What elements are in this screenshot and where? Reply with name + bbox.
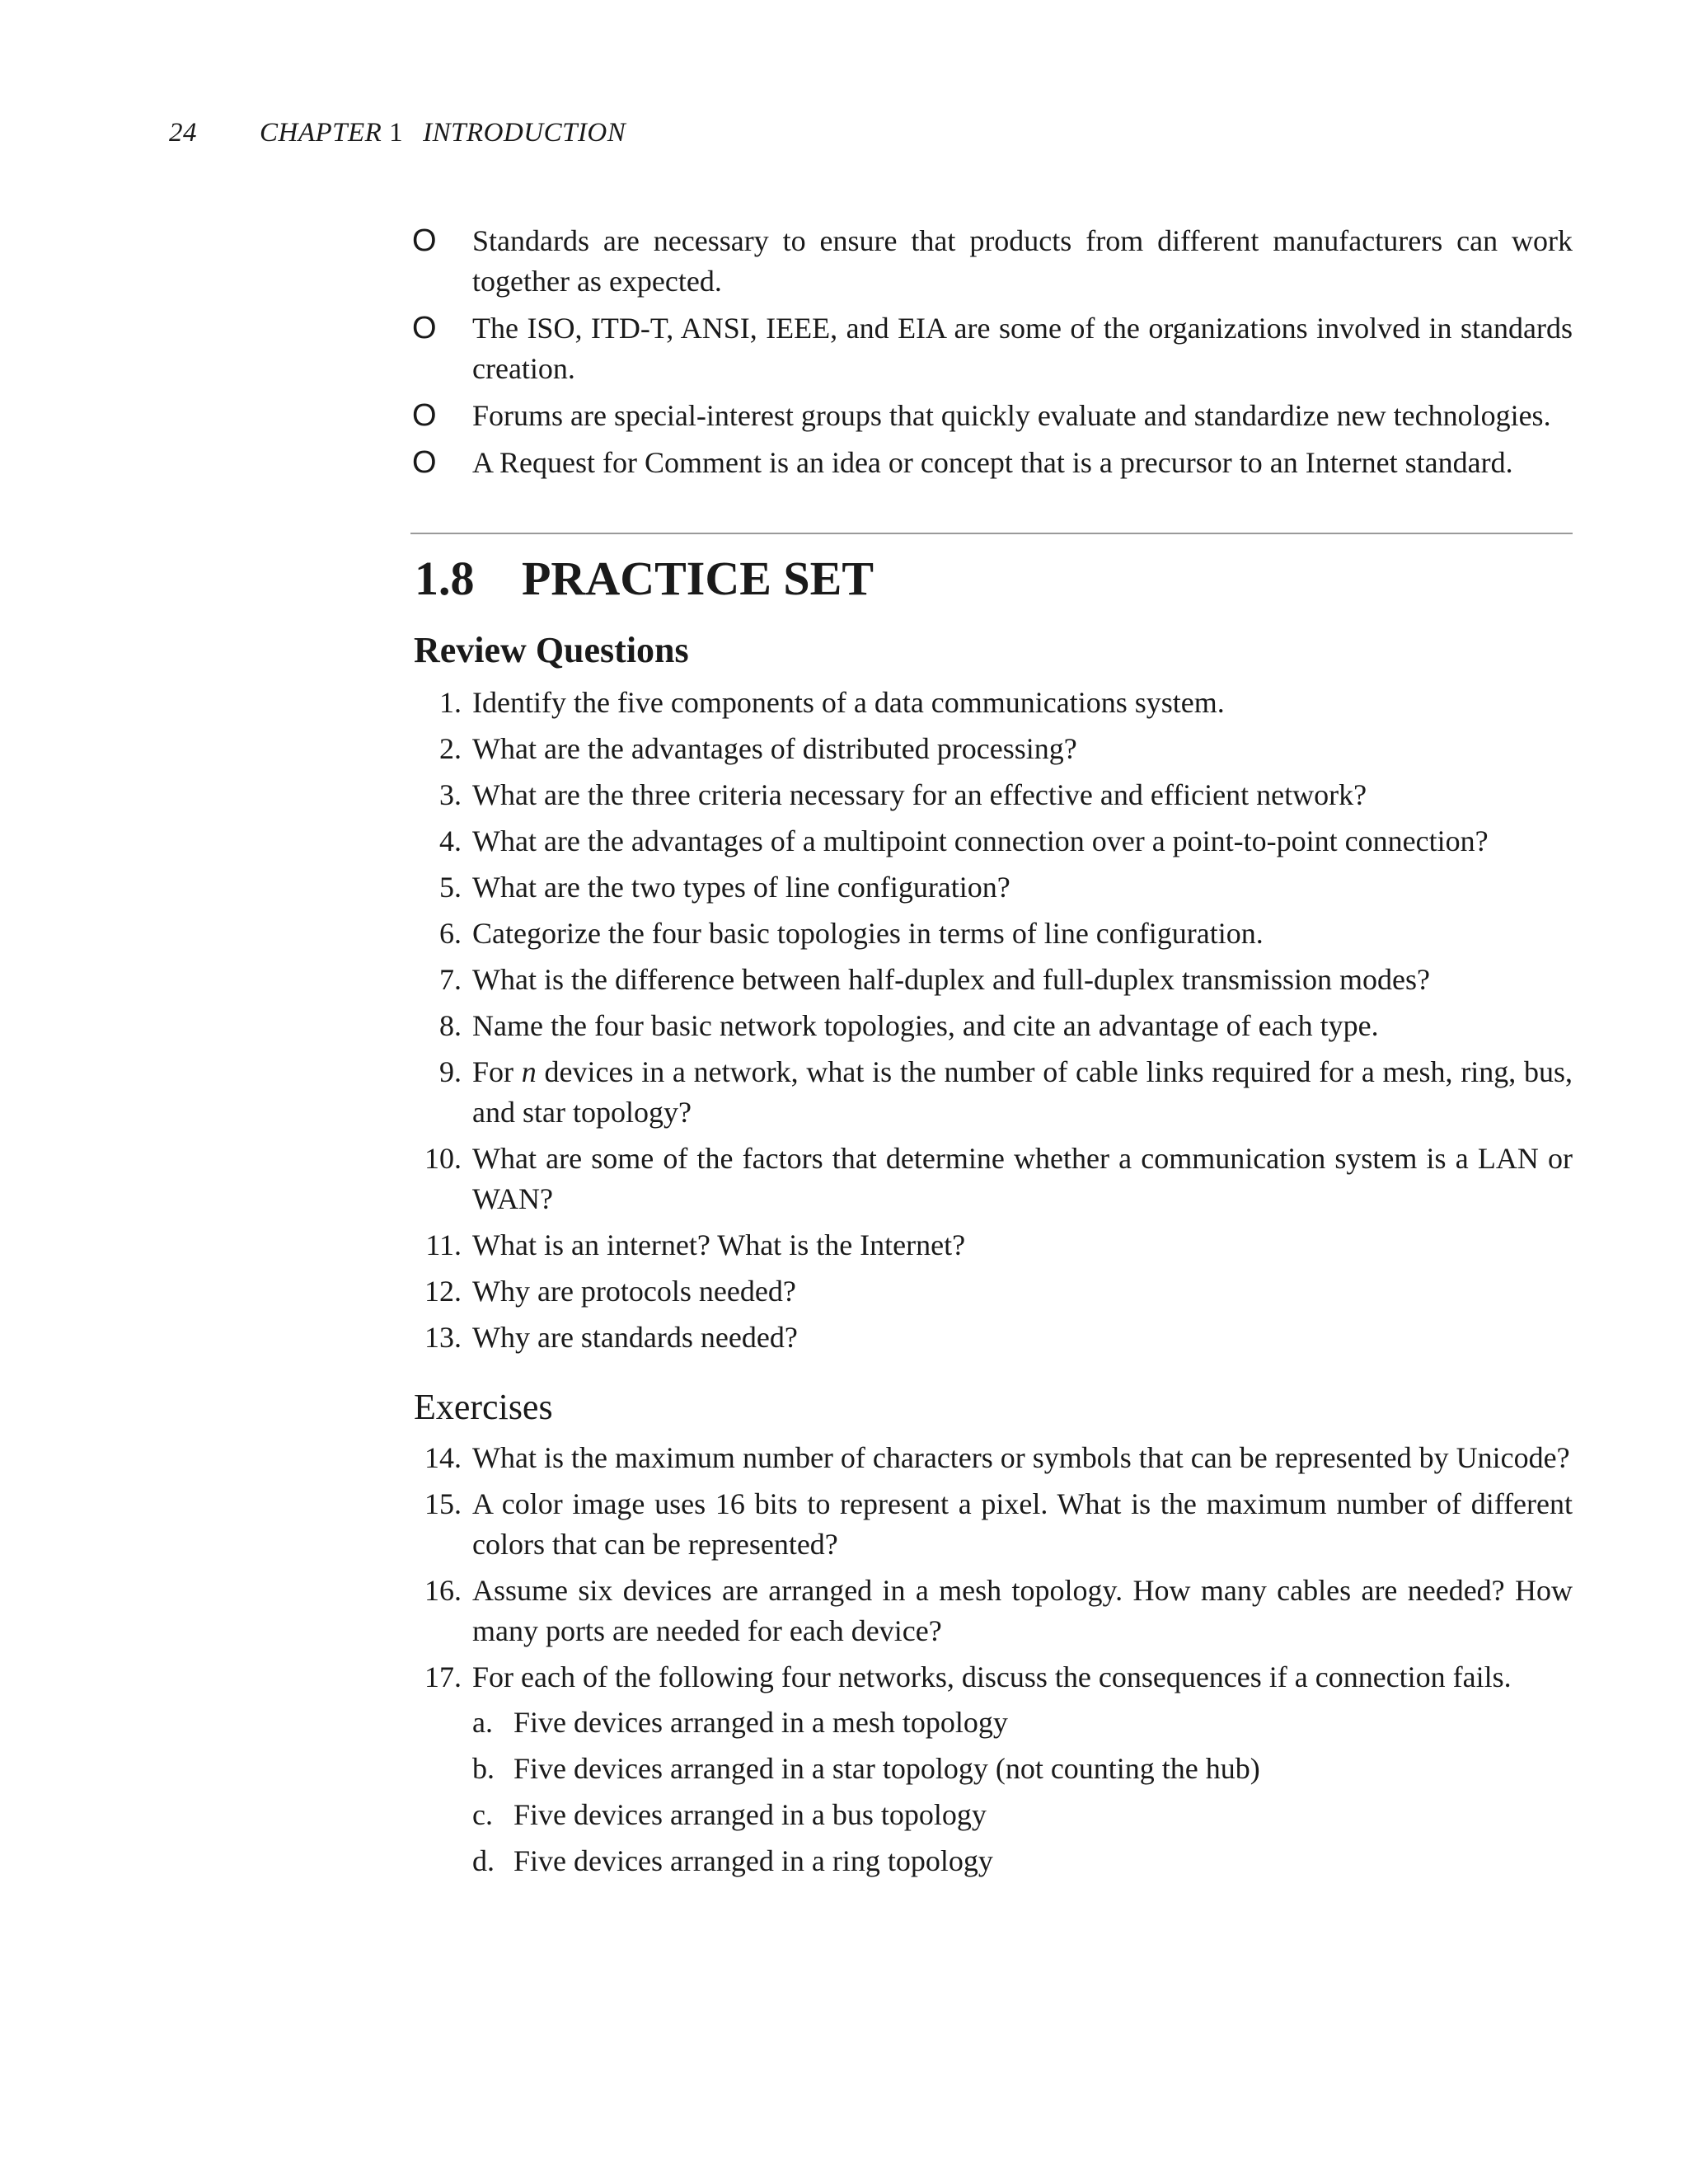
question-item bbox=[410, 867, 1573, 908]
review-questions-heading: Review Questions bbox=[414, 630, 689, 670]
sub-item bbox=[472, 1703, 1573, 1743]
sub-item bbox=[472, 1749, 1573, 1789]
exercise-number: 17. bbox=[424, 1660, 462, 1693]
bullet-circle-icon: O bbox=[412, 223, 437, 258]
exercise-item bbox=[410, 1571, 1573, 1651]
exercise-text: For each of the following four networks, discuss the consequences if a connection fails. bbox=[472, 1660, 1512, 1693]
question-text: What are the two types of line configuration? bbox=[472, 871, 1010, 904]
question-text: What is the difference between half-duplex and full-duplex transmission modes? bbox=[472, 963, 1430, 996]
exercise-text: Assume six devices are arranged in a mesh topology. How many cables are needed? How many ports are needed for each device? bbox=[472, 1574, 1573, 1647]
exercise-item bbox=[410, 1438, 1573, 1478]
exercise-text: A color image uses 16 bits to represent a pixel. What is the maximum number of different colors that can be represented? bbox=[472, 1487, 1573, 1561]
summary-item bbox=[410, 396, 1573, 436]
question-item bbox=[410, 683, 1573, 723]
sub-item-label: a. bbox=[472, 1706, 493, 1739]
summary-item bbox=[410, 443, 1573, 483]
chapter-label: CHAPTER bbox=[260, 118, 382, 148]
chapter-title: INTRODUCTION bbox=[423, 118, 626, 148]
summary-item bbox=[410, 221, 1573, 302]
section-title bbox=[415, 551, 1573, 606]
question-text-before: For bbox=[472, 1055, 522, 1088]
question-item bbox=[410, 1317, 1573, 1358]
question-number: 10. bbox=[424, 1142, 462, 1175]
section-title-text: PRACTICE SET bbox=[522, 552, 874, 605]
question-text: Why are protocols needed? bbox=[472, 1275, 796, 1308]
question-item bbox=[410, 960, 1573, 1000]
question-number: 4. bbox=[439, 824, 462, 857]
question-item bbox=[410, 1271, 1573, 1312]
sub-item-label: d. bbox=[472, 1844, 495, 1877]
question-text-after: devices in a network, what is the number of cable links required for a mesh, ring, bus, and star topology? bbox=[472, 1055, 1573, 1129]
question-text: Why are standards needed? bbox=[472, 1321, 798, 1354]
question-item bbox=[410, 1225, 1573, 1266]
question-number: 11. bbox=[425, 1228, 462, 1261]
exercise-text: What is the maximum number of characters or symbols that can be represented by Unicode? bbox=[472, 1441, 1570, 1474]
question-number: 6. bbox=[439, 917, 462, 950]
exercises-list bbox=[410, 1438, 1573, 1881]
question-number: 9. bbox=[439, 1055, 462, 1088]
summary-text: A Request for Comment is an idea or concept that is a precursor to an Internet standard. bbox=[472, 446, 1513, 479]
exercise-number: 15. bbox=[424, 1487, 462, 1520]
section-divider bbox=[410, 533, 1573, 534]
page-number: 24 bbox=[169, 118, 197, 148]
sub-item-text: Five devices arranged in a star topology (not counting the hub) bbox=[513, 1752, 1260, 1785]
exercise-item bbox=[410, 1657, 1573, 1881]
sub-item-text: Five devices arranged in a bus topology bbox=[513, 1798, 987, 1831]
question-item bbox=[410, 1052, 1573, 1133]
question-number: 12. bbox=[424, 1275, 462, 1308]
chapter-number: 1 bbox=[389, 118, 404, 148]
summary-text: Forums are special-interest groups that quickly evaluate and standardize new technologies. bbox=[472, 399, 1551, 432]
running-head bbox=[169, 118, 626, 148]
question-number: 8. bbox=[439, 1009, 462, 1042]
question-item bbox=[410, 1006, 1573, 1046]
sub-item bbox=[472, 1795, 1573, 1835]
sub-item-text: Five devices arranged in a mesh topology bbox=[513, 1706, 1008, 1739]
variable-n: n bbox=[521, 1055, 537, 1088]
sub-item-label: b. bbox=[472, 1752, 495, 1785]
exercise-sub-list bbox=[472, 1703, 1573, 1881]
question-text: Identify the five components of a data communications system. bbox=[472, 686, 1225, 719]
question-text: Name the four basic network topologies, and cite an advantage of each type. bbox=[472, 1009, 1379, 1042]
question-number: 7. bbox=[439, 963, 462, 996]
bullet-circle-icon: O bbox=[412, 398, 437, 433]
question-text: Categorize the four basic topologies in terms of line configuration. bbox=[472, 917, 1264, 950]
question-number: 13. bbox=[424, 1321, 462, 1354]
exercises-heading: Exercises bbox=[414, 1387, 553, 1427]
question-item bbox=[410, 729, 1573, 769]
question-item bbox=[410, 775, 1573, 815]
question-item bbox=[410, 914, 1573, 954]
question-item bbox=[410, 1139, 1573, 1219]
exercise-number: 14. bbox=[424, 1441, 462, 1474]
bullet-circle-icon: O bbox=[412, 445, 437, 480]
question-number: 5. bbox=[439, 871, 462, 904]
question-text: What are the three criteria necessary for an effective and efficient network? bbox=[472, 778, 1367, 811]
summary-item bbox=[410, 308, 1573, 389]
page-content bbox=[410, 221, 1573, 1887]
question-number: 2. bbox=[439, 732, 462, 765]
summary-text: Standards are necessary to ensure that products from different manufacturers can work together as expected. bbox=[472, 224, 1573, 298]
question-item bbox=[410, 821, 1573, 862]
question-text: What are the advantages of distributed processing? bbox=[472, 732, 1077, 765]
exercise-item bbox=[410, 1484, 1573, 1565]
question-text: What are the advantages of a multipoint connection over a point-to-point connection? bbox=[472, 824, 1489, 857]
summary-text: The ISO, ITD-T, ANSI, IEEE, and EIA are some of the organizations involved in standards creation. bbox=[472, 312, 1573, 385]
question-number: 1. bbox=[439, 686, 462, 719]
question-text: What are some of the factors that determine whether a communication system is a LAN or WAN? bbox=[472, 1142, 1573, 1215]
exercise-number: 16. bbox=[424, 1574, 462, 1607]
question-number: 3. bbox=[439, 778, 462, 811]
review-questions-list bbox=[410, 683, 1573, 1358]
bullet-circle-icon: O bbox=[412, 311, 437, 345]
sub-item bbox=[472, 1841, 1573, 1881]
question-text: What is an internet? What is the Internet? bbox=[472, 1228, 966, 1261]
summary-list bbox=[410, 221, 1573, 483]
sub-item-text: Five devices arranged in a ring topology bbox=[513, 1844, 993, 1877]
section-number: 1.8 bbox=[415, 552, 475, 605]
sub-item-label: c. bbox=[472, 1798, 493, 1831]
